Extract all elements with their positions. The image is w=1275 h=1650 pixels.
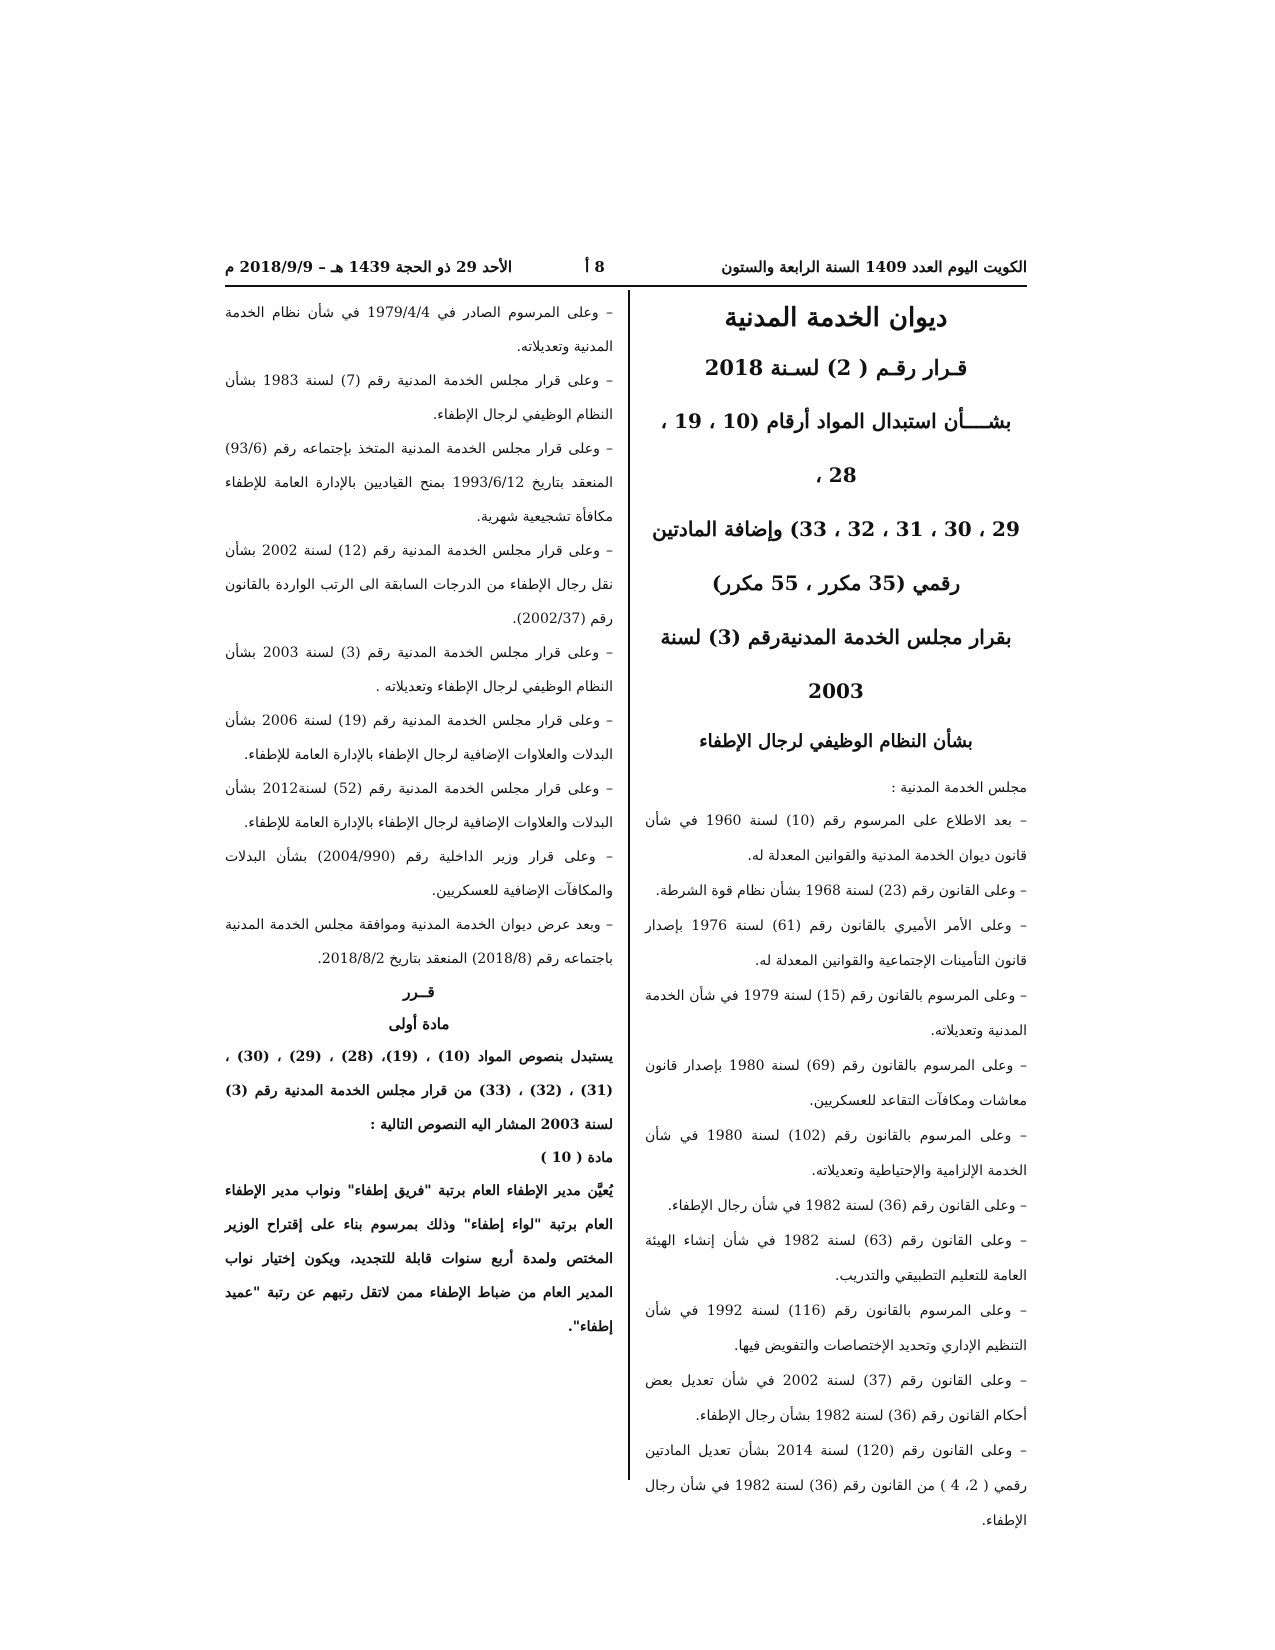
right-column [645,296,1027,1539]
issue-date: الأحد 29 ذو الحجة 1439 هـ – 2018/9/9 م [225,258,513,276]
preamble-paragraph: – وعلى قرار مجلس الخدمة المدنية رقم (12) لسنة 2002 بشأن نقل رجال الإطفاء من الدرجات السابقة الى الرتب الواردة بالقانون رقم (2002/37). [225,543,613,627]
preamble-paragraph: – وعلى المرسوم بالقانون رقم (102) لسنة 1980 في شأن الخدمة الإلزامية والإحتياطية وتعديلاته. [645,1128,1027,1179]
preamble-paragraph: – وعلى قرار مجلس الخدمة المدنية المتخذ بإجتماعه رقم (93/6) المنعقد بتاريخ 1993/6/12 بمنح القياديين بالإدارة العامة للإطفاء مكافأة تشجيعية شهرية. [225,441,614,525]
decision-number: قـرار رقـم ( 2) لسـنة 2018 [704,355,968,380]
page-number: 8 أ [585,258,605,276]
preamble-paragraph: – وعلى قرار وزير الداخلية رقم (2004/990) بشأن البدلات والمكافآت الإضافية للعسكريين. [225,849,613,899]
preamble-paragraph: – وعلى القانون رقم (36) لسنة 1982 في شأن رجال الإطفاء. [667,1198,1027,1214]
subject-line: بقرار مجلس الخدمة المدنيةرقم (3) لسنة 2003 [660,625,1012,703]
page-header [225,258,1027,282]
preamble-paragraph: – وبعد عرض ديوان الخدمة المدنية وموافقة مجلس الخدمة المدنية باجتماعه رقم (2018/8) المنعقد بتاريخ 2018/8/2. [225,917,613,967]
preamble-paragraph: – وعلى الأمر الأميري بالقانون رقم (61) لسنة 1976 بإصدار قانون التأمينات الإجتماعية والقوانين المعدلة له. [645,918,1027,969]
article-10-heading: مادة ( 10 ) [540,1150,613,1166]
preamble-paragraph: – وعلى القانون رقم (23) لسنة 1968 بشأن نظام قوة الشرطة. [655,883,1027,899]
org-title: ديوان الخدمة المدنية [724,303,948,333]
decided-heading: قــرر [403,983,435,1001]
header-rule [225,285,1027,287]
first-article-text: يستبدل بنصوص المواد (10) ، (19)، (28) ، (29) ، (30) ، (31) ، (32) ، (33) من قرار مجلس الخدمة المدنية رقم (3) لسنة 2003 المشار اليه النصوص التالية : [225,1049,614,1133]
council-intro: مجلس الخدمة المدنية : [891,780,1027,796]
gazette-issue-info: الكويت اليوم العدد 1409 السنة الرابعة والستون [721,258,1027,276]
column-divider [628,290,630,1480]
preamble-paragraph: – بعد الاطلاع على المرسوم رقم (10) لسنة 1960 في شأن قانون ديوان الخدمة المدنية والقوانين المعدلة له. [645,813,1027,864]
subject-line: بشــــأن استبدال المواد أرقام (10 ، 19 ، 28 ، [660,409,1012,487]
article-10-text: يُعيَّن مدير الإطفاء العام برتبة "فريق إطفاء" ونواب مدير الإطفاء العام برتبة "لواء إطفاء" وذلك بمرسوم بناء على إقتراح الوزير المختص ولمدة أربع سنوات قابلة للتجديد، ويكون إختيار نواب المدير العام من ضباط الإطفاء ممن لاتقل رتبهم عن رتبة "عميد إطفاء". [225,1183,613,1335]
preamble-paragraph: – وعلى القانون رقم (63) لسنة 1982 في شأن إنشاء الهيئة العامة للتعليم التطبيقي والتدريب. [645,1233,1027,1284]
subject-subtitle: بشأن النظام الوظيفي لرجال الإطفاء [699,731,973,752]
preamble-paragraph: – وعلى المرسوم بالقانون رقم (116) لسنة 1992 في شأن التنظيم الإداري وتحديد الإختصاصات والتفويض فيها. [645,1303,1027,1354]
preamble-paragraph: – وعلى القانون رقم (37) لسنة 2002 في شأن تعديل بعض أحكام القانون رقم (36) لسنة 1982 بشأن رجال الإطفاء. [645,1373,1027,1424]
preamble-paragraph: – وعلى قرار مجلس الخدمة المدنية رقم (52) لسنة2012 بشأن البدلات والعلاوات الإضافية لرجال الإطفاء بالإدارة العامة للإطفاء. [225,781,613,831]
subject-line: 29 ، 30 ، 31 ، 32 ، 33) وإضافة المادتين [652,517,1020,541]
left-column [225,296,613,1344]
preamble-paragraph: – وعلى قرار مجلس الخدمة المدنية رقم (7) لسنة 1983 بشأن النظام الوظيفي لرجال الإطفاء. [225,373,613,423]
preamble-paragraph: – وعلى المرسوم بالقانون رقم (69) لسنة 1980 بإصدار قانون معاشات ومكافآت التقاعد للعسكريين. [645,1058,1027,1109]
subject-line: رقمي (35 مكرر ، 55 مكرر) [711,571,961,595]
preamble-paragraph: – وعلى قرار مجلس الخدمة المدنية رقم (19) لسنة 2006 بشأن البدلات والعلاوات الإضافية لرجال الإطفاء بالإدارة العامة للإطفاء. [225,713,613,763]
preamble-paragraph: – وعلى القانون رقم (120) لسنة 2014 بشأن تعديل المادتين رقمي ( 2، 4 ) من القانون رقم (36) لسنة 1982 في شأن رجال الإطفاء. [645,1443,1028,1529]
first-article-heading: مادة أولى [388,1015,450,1033]
preamble-paragraph: – وعلى قرار مجلس الخدمة المدنية رقم (3) لسنة 2003 بشأن النظام الوظيفي لرجال الإطفاء وتعديلاته . [225,645,613,695]
preamble-paragraph: – وعلى المرسوم بالقانون رقم (15) لسنة 1979 في شأن الخدمة المدنية وتعديلاته. [645,988,1027,1039]
preamble-paragraph: – وعلى المرسوم الصادر في 1979/4/4 في شأن نظام الخدمة المدنية وتعديلاته. [225,305,613,355]
